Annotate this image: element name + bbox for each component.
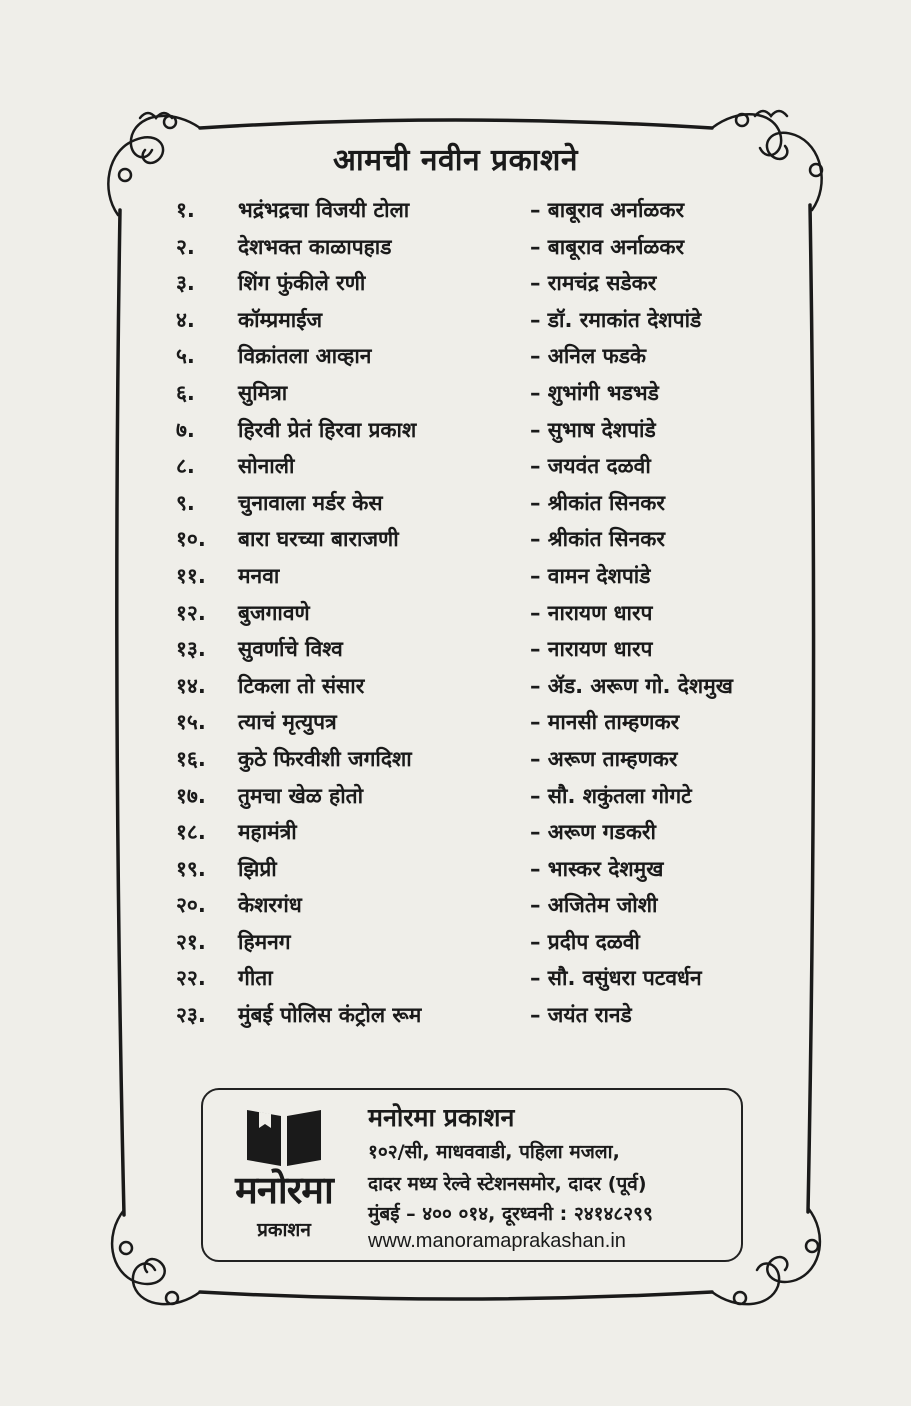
- list-item: [176, 595, 796, 632]
- book-title: मनवा: [238, 563, 280, 588]
- book-title: बुजगावणे: [238, 600, 310, 625]
- book-author: – नारायण धारप: [530, 637, 653, 662]
- book-author: – प्रदीप दळवी: [530, 929, 640, 954]
- book-author: – नारायण धारप: [530, 600, 653, 625]
- list-item: [176, 521, 796, 558]
- book-title: बारा घरच्या बाराजणी: [238, 527, 399, 552]
- book-title: शिंग फुंकीले रणी: [238, 271, 366, 296]
- list-item: [176, 741, 796, 778]
- book-number: ९.: [176, 490, 195, 515]
- book-author: – अनिल फडके: [530, 344, 647, 369]
- logo-word: मनोरमा: [235, 1168, 333, 1212]
- book-title: सोनाली: [238, 454, 295, 479]
- book-number: २२.: [176, 966, 206, 991]
- logo-subtitle: प्रकाशन: [257, 1219, 311, 1241]
- list-item: [176, 338, 796, 375]
- book-title: गीता: [238, 966, 273, 991]
- book-author: – बाबूराव अर्नाळकर: [530, 234, 685, 259]
- book-number: ६.: [176, 380, 195, 405]
- book-number: १४.: [176, 673, 206, 698]
- book-title: देशभक्त काळापहाड: [238, 234, 392, 259]
- book-author: – ॲड. अरूण गो. देशमुख: [530, 673, 733, 698]
- address-line-2: दादर मध्य रेल्वे स्टेशनसमोर, दादर (पूर्व): [368, 1173, 647, 1195]
- book-title: महामंत्री: [238, 820, 297, 845]
- list-item: [176, 485, 796, 522]
- book-author: – अरूण गडकरी: [530, 820, 656, 845]
- publisher-box: [201, 1088, 743, 1262]
- book-number: १०.: [176, 527, 206, 552]
- book-title: सुवर्णाचे विश्व: [238, 637, 343, 662]
- list-item: [176, 412, 796, 449]
- book-number: ५.: [176, 344, 195, 369]
- list-item: [176, 704, 796, 741]
- book-number: २३.: [176, 1003, 206, 1028]
- book-title: मुंबई पोलिस कंट्रोल रूम: [238, 1003, 422, 1028]
- list-item: [176, 814, 796, 851]
- book-author: – जयवंत दळवी: [530, 454, 651, 479]
- list-item: [176, 924, 796, 961]
- book-title: भद्रंभद्रचा विजयी टोला: [238, 198, 410, 222]
- book-number: १.: [176, 198, 195, 222]
- list-item: [176, 960, 796, 997]
- book-author: – सुभाष देशपांडे: [530, 417, 656, 442]
- book-author: – अरूण ताम्हणकर: [530, 746, 678, 771]
- book-number: १५.: [176, 710, 206, 735]
- book-title: हिरवी प्रेतं हिरवा प्रकाश: [238, 417, 417, 442]
- book-number: १७.: [176, 783, 206, 808]
- book-number: ३.: [176, 271, 195, 296]
- book-number: २१.: [176, 929, 206, 954]
- list-item: [176, 668, 796, 705]
- book-number: ४.: [176, 307, 195, 332]
- book-title: चुनावाला मर्डर केस: [238, 490, 383, 515]
- book-number: १६.: [176, 746, 206, 771]
- list-item: [176, 851, 796, 888]
- list-item: [176, 558, 796, 595]
- book-title: त्याचं मृत्युपत्र: [238, 710, 337, 735]
- list-item: [176, 448, 796, 485]
- book-number: १२.: [176, 600, 206, 625]
- book-title: हिमनग: [238, 929, 291, 954]
- book-icon: [245, 1106, 323, 1168]
- publisher-logo: [215, 1102, 353, 1250]
- book-author: – रामचंद्र सडेकर: [530, 271, 657, 296]
- book-author: – बाबूराव अर्नाळकर: [530, 198, 685, 222]
- book-author: – जयंत रानडे: [530, 1003, 632, 1028]
- book-title: कॉम्प्रमाईज: [238, 307, 323, 332]
- book-number: १९.: [176, 856, 206, 881]
- list-item: [176, 375, 796, 412]
- list-item: [176, 192, 796, 229]
- book-author: – श्रीकांत सिनकर: [530, 527, 665, 552]
- book-number: २०.: [176, 893, 206, 918]
- publisher-name: मनोरमा प्रकाशन: [368, 1103, 515, 1132]
- book-number: ८.: [176, 454, 195, 479]
- book-author: – भास्कर देशमुख: [530, 856, 664, 881]
- book-title: कुठे फिरवीशी जगदिशा: [238, 746, 412, 771]
- list-item: [176, 997, 796, 1034]
- book-author: – श्रीकांत सिनकर: [530, 490, 665, 515]
- book-title: विक्रांतला आव्हान: [238, 344, 372, 369]
- book-author: – अजितेम जोशी: [530, 893, 658, 918]
- book-author: – सौ. शकुंतला गोगटे: [530, 783, 692, 808]
- book-number: ७.: [176, 417, 195, 442]
- book-number: २.: [176, 234, 195, 259]
- book-title: तुमचा खेळ होतो: [238, 783, 364, 808]
- book-author: – वामन देशपांडे: [530, 563, 651, 588]
- book-number: ११.: [176, 563, 206, 588]
- address-line-1: १०२/सी, माधववाडी, पहिला मजला,: [368, 1141, 620, 1163]
- book-title: झिप्री: [238, 856, 277, 881]
- book-list: [176, 192, 796, 1034]
- book-author: – शुभांगी भडभडे: [530, 380, 659, 405]
- book-author: – सौ. वसुंधरा पटवर्धन: [530, 966, 702, 991]
- book-title: टिकला तो संसार: [238, 673, 365, 698]
- book-title: सुमित्रा: [238, 380, 288, 405]
- list-item: [176, 302, 796, 339]
- book-number: १३.: [176, 637, 206, 662]
- website-link[interactable]: www.manoramaprakashan.in: [368, 1230, 626, 1252]
- list-item: [176, 887, 796, 924]
- list-item: [176, 229, 796, 266]
- address-line-3: मुंबई – ४०० ०१४, दूरध्वनी : २४१४८२९९: [368, 1203, 653, 1225]
- book-author: – डॉ. रमाकांत देशपांडे: [530, 307, 702, 332]
- list-item: [176, 631, 796, 668]
- list-item: [176, 778, 796, 815]
- book-number: १८.: [176, 820, 206, 845]
- book-author: – मानसी ताम्हणकर: [530, 710, 680, 735]
- book-title: केशरगंध: [238, 893, 302, 918]
- list-item: [176, 265, 796, 302]
- page-title: आमची नवीन प्रकाशने: [333, 143, 578, 178]
